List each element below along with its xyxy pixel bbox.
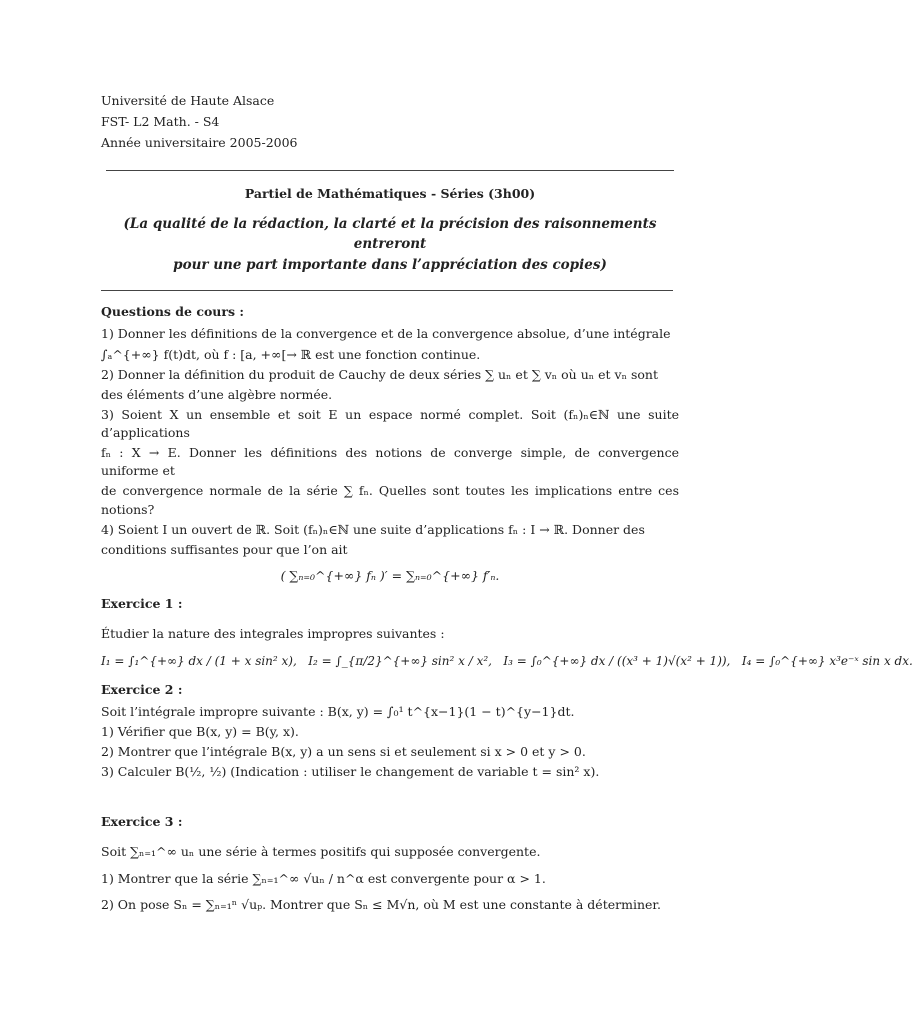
top-rule	[106, 170, 674, 171]
academic-year: Année universitaire 2005-2006	[101, 135, 298, 151]
ex3-intro: Soit ∑ₙ₌₁^∞ uₙ une série à termes positifs qui supposée convergente.	[101, 844, 541, 860]
ex2-q2: 2) Montrer que l’intégrale B(x, y) a un sens si et seulement si x > 0 et y > 0.	[101, 744, 586, 760]
ex3-q2: 2) On pose Sₙ = ∑ₙ₌₁ⁿ √uₚ. Montrer que Sₙ ≤ M√n, où M est une constante à déterminer.	[101, 896, 661, 912]
cours-q4-line-1: 4) Soient I un ouvert de ℝ. Soit (fₙ)ₙ∈ℕ une suite d’applications fₙ : I → ℝ. Donner des	[101, 521, 645, 537]
section-cours	[101, 303, 679, 585]
exam-page	[101, 92, 913, 914]
cours-q2-line-1: 2) Donner la définition du produit de Cauchy de deux séries ∑ uₙ et ∑ vₙ où uₙ et vₙ sont	[101, 366, 658, 382]
ex2-q3: 3) Calculer B(½, ½) (Indication : utiliser le changement de variable t = sin² x).	[101, 764, 600, 780]
cours-q4-line-2: conditions suffisantes pour que l’on ait	[101, 541, 348, 557]
cours-q2-line-2: des éléments d’une algèbre normée.	[101, 386, 333, 402]
university-name: Université de Haute Alsace	[101, 93, 275, 108]
cours-q4-formula: ( ∑ₙ₌₀^{+∞} fₙ )′ = ∑ₙ₌₀^{+∞} f′ₙ.	[280, 567, 500, 583]
ex2-q1: 1) Vérifier que B(x, y) = B(y, x).	[101, 723, 299, 739]
ex1-integral-4: I₄ = ∫₀^{+∞} x³e⁻ˣ sin x dx.	[741, 654, 913, 669]
section-title-ex2: Exercice 2 :	[101, 681, 183, 697]
exam-title: Partiel de Mathématiques - Séries (3h00)	[244, 186, 536, 202]
ex2-intro: Soit l’intégrale impropre suivante : B(x, y) = ∫₀¹ t^{x−1}(1 − t)^{y−1}dt.	[101, 703, 575, 719]
ex1-integral-1: I₁ = ∫₁^{+∞} dx / (1 + x sin² x),	[101, 654, 297, 669]
ex1-integral-3: I₃ = ∫₀^{+∞} dx / ((x³ + 1)√(x² + 1)),	[503, 654, 731, 669]
ex3-q1: 1) Montrer que la série ∑ₙ₌₁^∞ √uₙ / n^α est convergente pour α > 1.	[101, 870, 546, 886]
program-name: FST- L2 Math. - S4	[101, 114, 220, 130]
exam-note-line-1: (La qualité de la rédaction, la clarté et la précision des raisonnements entreront	[123, 215, 657, 253]
ex1-integral-2: I₂ = ∫_{π/2}^{+∞} sin² x / x²,	[308, 654, 492, 669]
ex1-intro: Étudier la nature des integrales impropres suivantes :	[101, 626, 445, 642]
cours-q3-line-3: de convergence normale de la série ∑ fₙ. Quelles sont toutes les implications entre ces notions?	[101, 483, 679, 517]
section-exercice-1	[101, 595, 913, 671]
section-exercice-2	[101, 681, 679, 782]
cours-q3-line-1: 3) Soient X un ensemble et soit E un espace normé complet. Soit (fₙ)ₙ∈ℕ une suite d’applications	[101, 406, 679, 441]
cours-q1-line-1: 1) Donner les définitions de la convergence et de la convergence absolue, d’une intégrale	[101, 326, 671, 342]
cours-q3-line-2: fₙ : X → E. Donner les définitions des notions de converge simple, de convergence uniforme et	[101, 445, 679, 479]
bottom-rule	[101, 290, 673, 291]
section-exercice-3	[101, 813, 679, 914]
cours-q1-line-2: ∫ₐ^{+∞} f(t)dt, où f : [a, +∞[→ ℝ est une fonction continue.	[101, 346, 481, 362]
header-block	[101, 92, 679, 152]
section-title-cours: Questions de cours :	[101, 304, 244, 320]
section-title-ex3: Exercice 3 :	[101, 814, 183, 830]
exam-note-line-2: pour une part importante dans l’appréciation des copies)	[173, 257, 607, 274]
ex1-integrals	[101, 653, 913, 670]
section-title-ex1: Exercice 1 :	[101, 596, 183, 612]
